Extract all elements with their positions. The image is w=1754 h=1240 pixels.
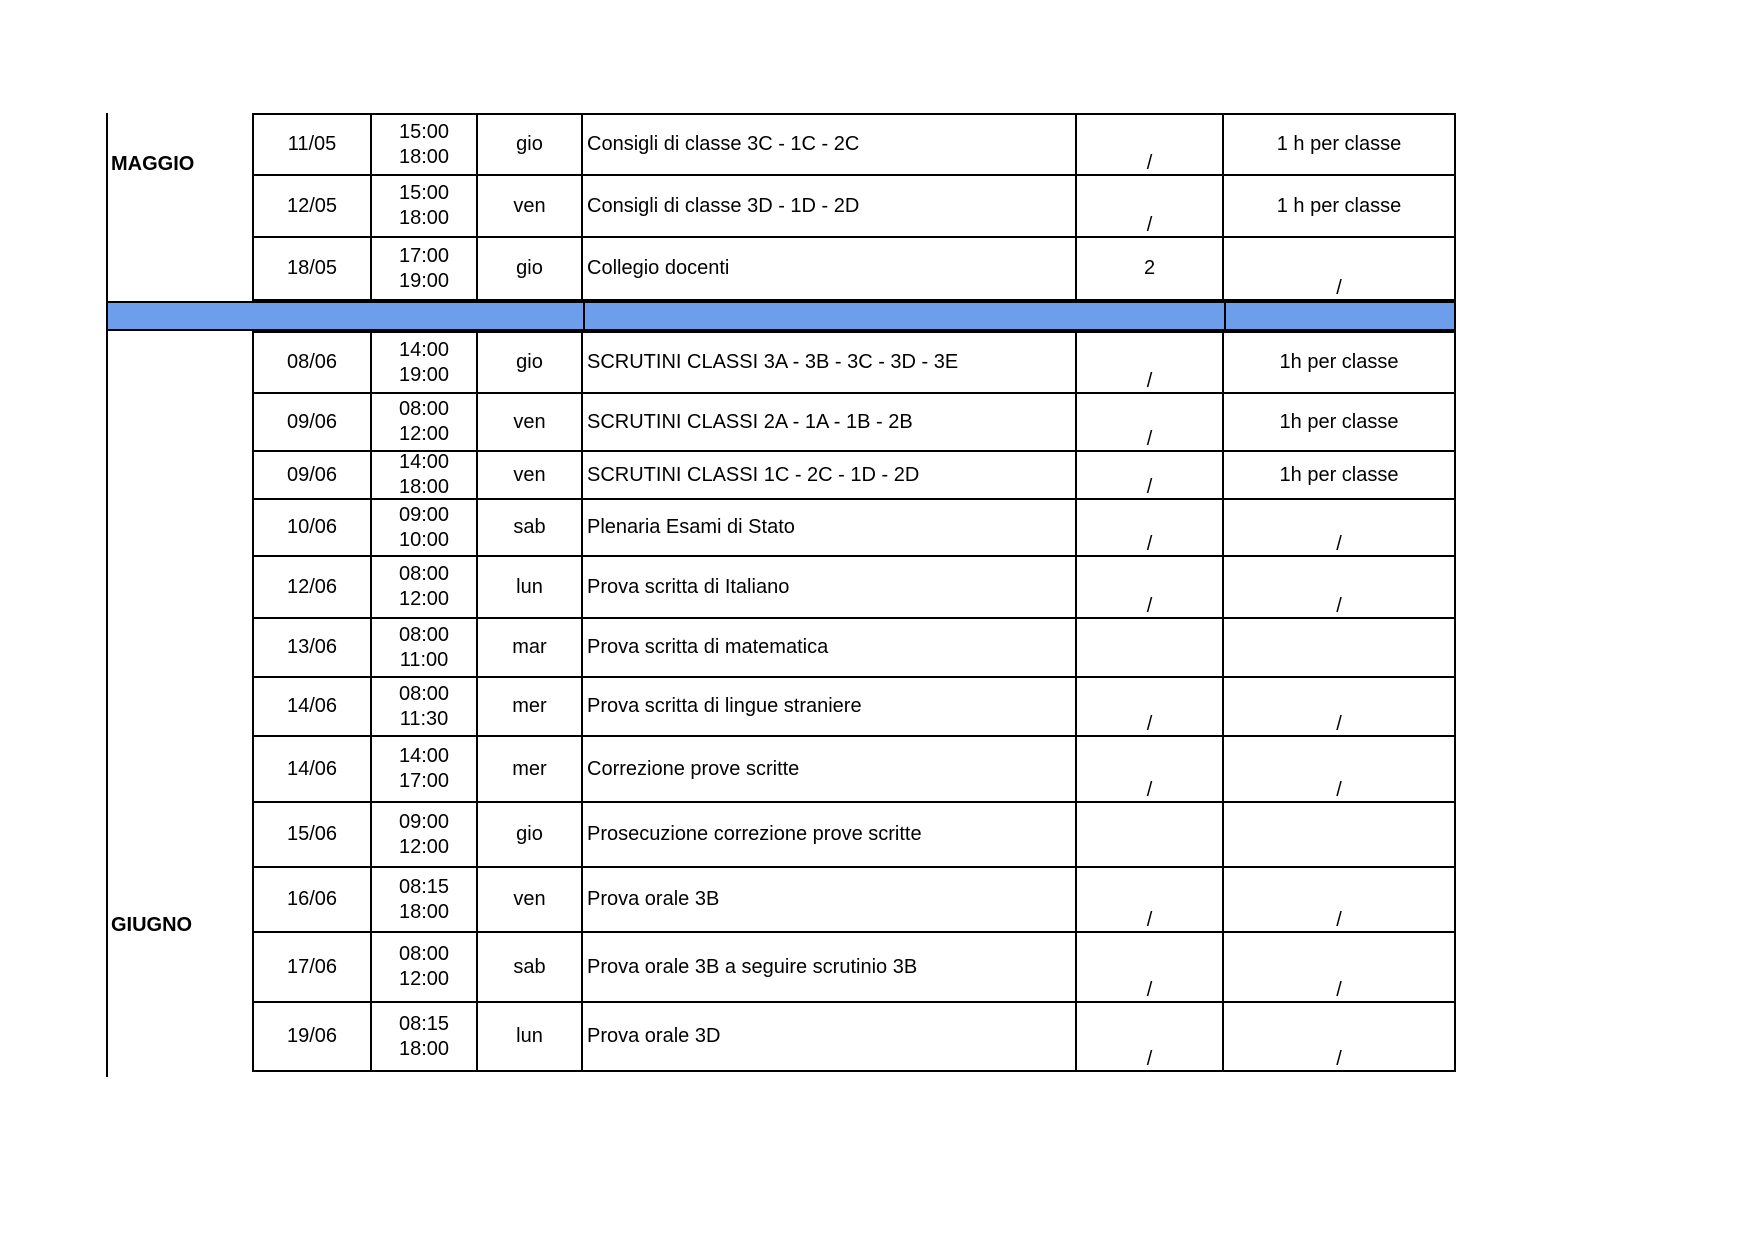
date-text: 18/05 (286, 257, 338, 279)
date-cell (252, 803, 372, 868)
end-time: 18:00 (398, 476, 450, 498)
date-cell (252, 868, 372, 933)
end-time: 19:00 (398, 269, 450, 292)
day-text: gio (516, 823, 543, 845)
activity-text: Prova orale 3D (587, 1025, 721, 1047)
activity-text: Prova orale 3B a seguire scrutinio 3B (587, 955, 918, 978)
day-text: sab (513, 516, 546, 538)
notes-cell (1224, 803, 1456, 868)
activity-text: SCRUTINI CLASSI 1C - 2C - 1D - 2D (587, 463, 920, 486)
activity-text: Collegio docenti (587, 257, 730, 279)
end-time: 17:00 (398, 770, 450, 792)
notes-text: 1 h per classe (1276, 194, 1402, 217)
day-cell (478, 394, 583, 452)
table-row (106, 1003, 1456, 1072)
start-time: 08:15 (398, 875, 450, 898)
notes-cell (1224, 868, 1456, 933)
table-row (106, 500, 1456, 557)
time-cell (372, 500, 478, 557)
end-time: 12:00 (398, 423, 450, 445)
notes-text: / (1336, 713, 1342, 735)
day-text: gio (516, 351, 543, 373)
hours-text: 2 (1143, 257, 1156, 279)
activity-cell (583, 331, 1077, 394)
time-cell (372, 238, 478, 301)
hours-cell (1077, 394, 1224, 452)
start-time: 14:00 (398, 338, 450, 361)
start-time: 14:00 (398, 745, 450, 767)
date-text: 17/06 (286, 955, 338, 978)
day-cell (478, 500, 583, 557)
activity-text: Correzione prove scritte (587, 757, 800, 780)
date-cell (252, 678, 372, 737)
activity-cell (583, 1003, 1077, 1072)
hours-text: / (1146, 979, 1153, 1001)
hours-cell (1077, 176, 1224, 238)
notes-cell (1224, 619, 1456, 678)
date-cell (252, 933, 372, 1003)
end-time: 12:00 (398, 835, 450, 858)
notes-text: / (1336, 1048, 1342, 1070)
notes-text: / (1336, 779, 1342, 801)
activity-cell (583, 238, 1077, 301)
end-time: 11:00 (399, 648, 449, 671)
table-row (106, 737, 1456, 803)
time-cell (372, 452, 478, 500)
notes-text: / (1336, 595, 1342, 617)
hours-cell (1077, 500, 1224, 557)
activity-text: Consigli di classe 3C - 1C - 2C (587, 133, 860, 155)
hours-text: / (1146, 152, 1153, 174)
date-text: 09/06 (286, 410, 338, 433)
month-label-giugno: GIUGNO (111, 914, 193, 936)
day-cell (478, 619, 583, 678)
date-cell (252, 452, 372, 500)
activity-cell (583, 557, 1077, 619)
hours-text: / (1146, 779, 1153, 801)
hours-cell (1077, 933, 1224, 1003)
notes-cell (1224, 394, 1456, 452)
notes-cell (1224, 176, 1456, 238)
activity-text: Prosecuzione correzione prove scritte (587, 823, 922, 845)
table-row (106, 113, 1456, 176)
table-row (106, 619, 1456, 678)
hours-cell (1077, 803, 1224, 868)
activity-text: Prova scritta di matematica (587, 636, 829, 658)
time-cell (372, 737, 478, 803)
notes-text: / (1336, 979, 1342, 1001)
day-text: gio (516, 133, 543, 155)
date-text: 15/06 (286, 823, 338, 845)
hours-text: / (1146, 370, 1153, 392)
date-text: 13/06 (286, 636, 338, 658)
notes-cell (1224, 331, 1456, 394)
time-cell (372, 803, 478, 868)
time-cell (372, 868, 478, 933)
notes-cell (1224, 678, 1456, 737)
start-time: 08:00 (398, 623, 450, 646)
date-text: 10/06 (286, 516, 338, 538)
activity-cell (583, 394, 1077, 452)
table-row (106, 331, 1456, 394)
date-cell (252, 557, 372, 619)
activity-cell (583, 737, 1077, 803)
day-text: gio (516, 257, 543, 279)
date-cell (252, 500, 372, 557)
table-row (106, 803, 1456, 868)
start-time: 08:00 (398, 682, 450, 705)
day-text: lun (516, 575, 543, 598)
month-label-maggio: MAGGIO (111, 153, 195, 175)
hours-cell (1077, 737, 1224, 803)
hours-cell (1077, 238, 1224, 301)
table-row (106, 176, 1456, 238)
table-row (106, 933, 1456, 1003)
month-separator (106, 301, 1456, 331)
start-time: 09:00 (398, 810, 450, 833)
hours-cell (1077, 678, 1224, 737)
table-row (106, 394, 1456, 452)
day-cell (478, 238, 583, 301)
day-cell (478, 557, 583, 619)
end-time: 18:00 (398, 1037, 450, 1060)
hours-cell (1077, 113, 1224, 176)
notes-cell (1224, 500, 1456, 557)
hours-cell (1077, 619, 1224, 678)
hours-text: / (1146, 428, 1153, 450)
day-text: ven (513, 410, 546, 433)
start-time: 14:00 (398, 451, 450, 473)
day-text: ven (513, 888, 546, 910)
day-text: mar (512, 636, 547, 658)
hours-text: / (1146, 214, 1153, 236)
notes-cell (1224, 113, 1456, 176)
hours-text: / (1146, 1048, 1153, 1070)
notes-cell (1224, 737, 1456, 803)
end-time: 18:00 (398, 145, 450, 168)
activity-cell (583, 113, 1077, 176)
end-time: 10:00 (398, 528, 450, 551)
activity-text: SCRUTINI CLASSI 2A - 1A - 1B - 2B (587, 410, 913, 433)
end-time: 19:00 (398, 363, 450, 386)
activity-text: Prova scritta di Italiano (587, 575, 790, 598)
hours-text: / (1146, 713, 1153, 735)
start-time: 08:00 (398, 943, 450, 965)
start-time: 17:00 (398, 244, 450, 267)
table-row (106, 452, 1456, 500)
notes-cell (1224, 557, 1456, 619)
activity-cell (583, 619, 1077, 678)
notes-text: / (1336, 277, 1342, 299)
time-cell (372, 619, 478, 678)
activity-text: Plenaria Esami di Stato (587, 516, 795, 538)
day-cell (478, 1003, 583, 1072)
notes-text: / (1336, 909, 1342, 931)
hours-cell (1077, 331, 1224, 394)
notes-cell (1224, 452, 1456, 500)
day-cell (478, 737, 583, 803)
activity-text: Prova orale 3B (587, 888, 720, 910)
date-text: 08/06 (286, 351, 338, 373)
activity-text: Prova scritta di lingue straniere (587, 695, 862, 717)
notes-text: / (1336, 533, 1342, 555)
date-text: 12/06 (286, 575, 338, 598)
time-cell (372, 176, 478, 238)
date-cell (252, 113, 372, 176)
day-text: mer (512, 695, 547, 717)
day-cell (478, 933, 583, 1003)
table-row (106, 868, 1456, 933)
start-time: 09:00 (398, 503, 450, 526)
hours-text: / (1146, 533, 1153, 555)
date-cell (252, 238, 372, 301)
table-row (106, 557, 1456, 619)
day-cell (478, 803, 583, 868)
date-text: 14/06 (286, 757, 338, 780)
activity-cell (583, 678, 1077, 737)
start-time: 08:00 (398, 563, 450, 585)
day-text: sab (513, 955, 546, 978)
date-cell (252, 737, 372, 803)
notes-text: 1h per classe (1279, 463, 1399, 486)
notes-text: 1 h per classe (1276, 133, 1402, 155)
hours-cell (1077, 452, 1224, 500)
activity-cell (583, 868, 1077, 933)
day-cell (478, 331, 583, 394)
notes-cell (1224, 933, 1456, 1003)
date-text: 12/05 (286, 194, 338, 217)
time-cell (372, 331, 478, 394)
activity-cell (583, 176, 1077, 238)
date-cell (252, 176, 372, 238)
time-cell (372, 394, 478, 452)
day-text: lun (516, 1025, 543, 1047)
date-text: 11/05 (287, 133, 337, 155)
day-cell (478, 868, 583, 933)
activity-text: SCRUTINI CLASSI 3A - 3B - 3C - 3D - 3E (587, 351, 959, 373)
end-time: 11:30 (399, 707, 449, 730)
notes-cell (1224, 238, 1456, 301)
date-cell (252, 394, 372, 452)
end-time: 12:00 (398, 968, 450, 990)
day-cell (478, 113, 583, 176)
day-cell (478, 176, 583, 238)
start-time: 08:00 (398, 398, 450, 420)
day-text: mer (512, 757, 547, 780)
notes-text: 1h per classe (1279, 410, 1399, 433)
time-cell (372, 557, 478, 619)
start-time: 15:00 (398, 182, 450, 204)
time-cell (372, 113, 478, 176)
activity-cell (583, 452, 1077, 500)
day-cell (478, 678, 583, 737)
activity-text: Consigli di classe 3D - 1D - 2D (587, 194, 860, 217)
hours-text: / (1146, 595, 1153, 617)
notes-cell (1224, 1003, 1456, 1072)
date-text: 16/06 (286, 888, 338, 910)
start-time: 15:00 (398, 120, 450, 143)
hours-cell (1077, 868, 1224, 933)
date-cell (252, 331, 372, 394)
day-text: ven (513, 194, 546, 217)
notes-text: 1h per classe (1279, 351, 1399, 373)
hours-cell (1077, 1003, 1224, 1072)
activity-cell (583, 803, 1077, 868)
table-row (106, 238, 1456, 301)
table-row (106, 678, 1456, 737)
date-text: 14/06 (286, 695, 338, 717)
activity-cell (583, 500, 1077, 557)
start-time: 08:15 (398, 1012, 450, 1035)
date-text: 09/06 (286, 463, 338, 486)
date-cell (252, 1003, 372, 1072)
activity-cell (583, 933, 1077, 1003)
time-cell (372, 1003, 478, 1072)
end-time: 18:00 (398, 207, 450, 229)
date-cell (252, 619, 372, 678)
end-time: 12:00 (398, 588, 450, 610)
time-cell (372, 678, 478, 737)
day-cell (478, 452, 583, 500)
day-text: ven (513, 463, 546, 486)
end-time: 18:00 (398, 900, 450, 923)
hours-text: / (1146, 909, 1153, 931)
date-text: 19/06 (286, 1025, 338, 1047)
hours-text: / (1146, 476, 1153, 498)
time-cell (372, 933, 478, 1003)
hours-cell (1077, 557, 1224, 619)
